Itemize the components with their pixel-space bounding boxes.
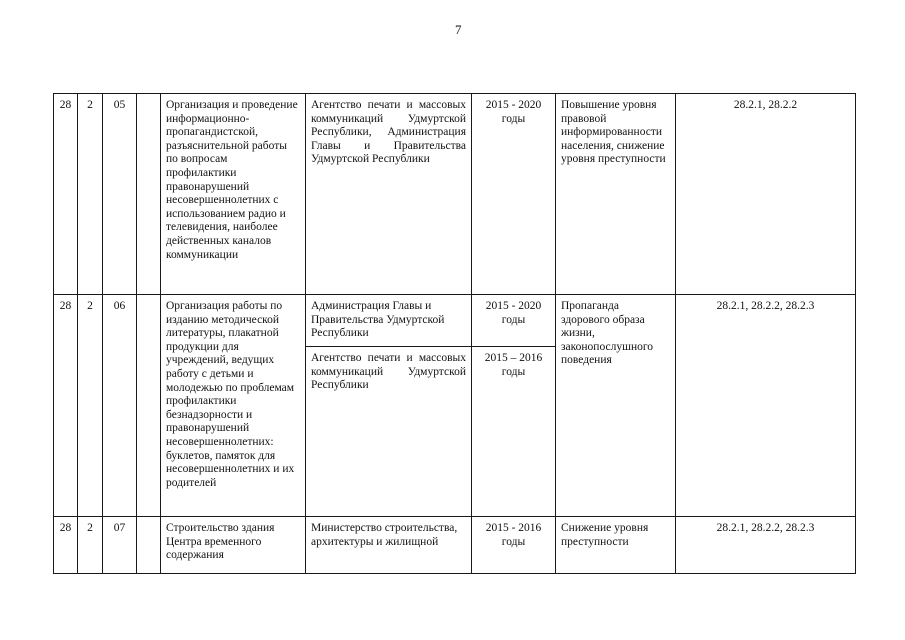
period-cell: 2015 - 2020 годы bbox=[472, 94, 556, 295]
code-activity-cell: 07 bbox=[103, 517, 137, 574]
code-subactivity-cell bbox=[137, 517, 161, 574]
code-subprogram-cell: 2 bbox=[78, 295, 103, 517]
code-subprogram-cell: 2 bbox=[78, 94, 103, 295]
code-subactivity-cell bbox=[137, 94, 161, 295]
code-activity-cell: 06 bbox=[103, 295, 137, 517]
executor-cell: Администрация Главы и Правительства Удмуртской Республики bbox=[306, 295, 472, 347]
program-activities-table bbox=[53, 93, 856, 574]
expected-result-cell: Повышение уровня правовой информированности населения, снижение уровня преступности bbox=[556, 94, 676, 295]
code-subactivity-cell bbox=[137, 295, 161, 517]
activity-name-cell: Организация работы по изданию методической литературы, плакатной продукции для учреждений, ведущих работу с детьми и молодежью по проблемам профилактики безнадзорности и правонарушений несовершеннолетних: буклетов, памяток для несовершеннолетних и их родителей bbox=[161, 295, 306, 517]
indicator-cell: 28.2.1, 28.2.2, 28.2.3 bbox=[676, 517, 856, 574]
executor-cell: Агентство печати и массовых коммуникаций Удмуртской Республики bbox=[306, 347, 472, 517]
activity-name-cell: Организация и проведение информационно-пропагандистской, разъяснительной работы по вопросам профилактики правонарушений несовершеннолетних с использованием радио и телевидения, наиболее действенных каналов коммуникации bbox=[161, 94, 306, 295]
code-program-cell: 28 bbox=[54, 295, 78, 517]
period-cell: 2015 - 2016 годы bbox=[472, 517, 556, 574]
expected-result-cell: Снижение уровня преступности bbox=[556, 517, 676, 574]
page-number: 7 bbox=[455, 22, 462, 37]
code-subprogram-cell: 2 bbox=[78, 517, 103, 574]
code-program-cell: 28 bbox=[54, 517, 78, 574]
indicator-cell: 28.2.1, 28.2.2 bbox=[676, 94, 856, 295]
code-activity-cell: 05 bbox=[103, 94, 137, 295]
period-cell: 2015 - 2020 годы bbox=[472, 295, 556, 347]
executor-cell: Агентство печати и массовых коммуникаций Удмуртской Республики, Администрация Главы и Правительства Удмуртской Республики bbox=[306, 94, 472, 295]
indicator-cell: 28.2.1, 28.2.2, 28.2.3 bbox=[676, 295, 856, 517]
activity-name-cell: Строительство здания Центра временного содержания bbox=[161, 517, 306, 574]
period-cell: 2015 – 2016 годы bbox=[472, 347, 556, 517]
code-program-cell: 28 bbox=[54, 94, 78, 295]
table-row bbox=[54, 295, 856, 347]
expected-result-cell: Пропаганда здорового образа жизни, законопослушного поведения bbox=[556, 295, 676, 517]
table-row bbox=[54, 517, 856, 574]
executor-cell: Министерство строительства, архитектуры и жилищной bbox=[306, 517, 472, 574]
table-row bbox=[54, 94, 856, 295]
